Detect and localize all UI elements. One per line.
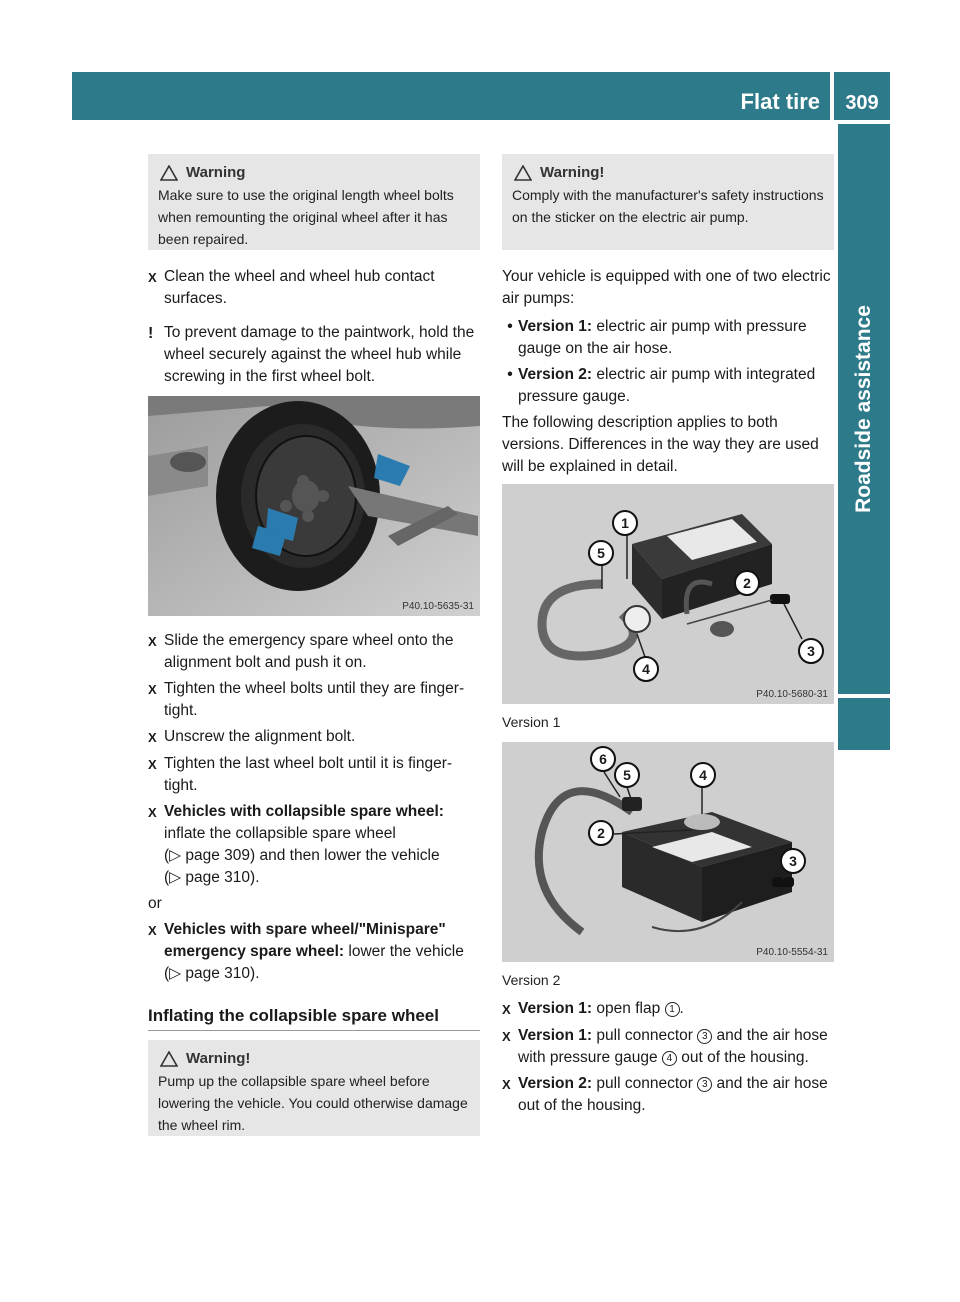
photo-code: P40.10-5554-31: [756, 947, 828, 958]
step-item: X Version 2: pull connector 3 and the air hose out of the housing.: [502, 1073, 834, 1117]
callout-5: 5: [588, 540, 614, 566]
callout-4: 4: [690, 762, 716, 788]
photo-code: P40.10-5635-31: [402, 601, 474, 612]
step-item: X Version 1: open flap 1 .: [502, 998, 834, 1021]
callout-ref: 3: [697, 1029, 712, 1044]
section-rule: [148, 1030, 480, 1031]
warning-title: Warning!: [514, 162, 824, 184]
callout-4: 4: [633, 656, 659, 682]
step-arrow-icon: X: [148, 757, 157, 772]
step-arrow-icon: X: [502, 1077, 511, 1092]
step-item: X Unscrew the alignment bolt.: [148, 726, 480, 749]
step-arrow-icon: X: [148, 634, 157, 649]
photo-pump-version2: [502, 742, 834, 962]
step-arrow-icon: X: [148, 730, 157, 745]
step-arrow-icon: X: [148, 270, 157, 285]
callout-3: 3: [780, 848, 806, 874]
intro-text: Your vehicle is equipped with one of two electric air pumps:: [502, 268, 831, 307]
callout-3: 3: [798, 638, 824, 664]
caution-note: ! To prevent damage to the paintwork, hold the wheel securely against the wheel hub while screwing in the first wheel bolt.: [148, 322, 480, 392]
side-marker: [838, 698, 890, 750]
caption-version2: Version 2: [502, 972, 561, 988]
bullet-item: • Version 1: electric air pump with pressure gauge on the air hose.: [507, 318, 807, 357]
step-arrow-icon: X: [148, 923, 157, 938]
spare-wheel-illustration: [148, 396, 480, 616]
warning-title: Warning: [160, 162, 470, 184]
warning-text: Pump up the collapsible spare wheel before lowering the vehicle. You could otherwise damage the wheel rim.: [158, 1073, 468, 1133]
warning-triangle-icon: [160, 165, 178, 181]
warning-box-bolts: [148, 154, 480, 250]
step-item: X Tighten the wheel bolts until they are finger-tight.: [148, 678, 480, 722]
callout-ref: 3: [697, 1077, 712, 1092]
description-text: The following description applies to both versions. Differences in the way they are used will be explained in detail.: [502, 414, 819, 475]
callout-ref: 1: [665, 1002, 680, 1017]
side-tab-label: Roadside assistance: [852, 305, 875, 513]
warning-triangle-icon: [514, 165, 532, 181]
warning-text: Comply with the manufacturer's safety instructions on the sticker on the electric air pump.: [512, 187, 824, 225]
step-clean: X Clean the wheel and wheel hub contact surfaces.: [148, 266, 480, 314]
warning-box-inflate: [148, 1040, 480, 1136]
step-arrow-icon: X: [502, 1029, 511, 1044]
steps-list: [148, 630, 480, 989]
step-item: X Version 1: pull connector 3 and the air hose with pressure gauge 4 out of the housing.: [502, 1025, 834, 1069]
callout-1: 1: [612, 510, 638, 536]
step-arrow-icon: X: [502, 1002, 511, 1017]
photo-pump-version1: [502, 484, 834, 704]
step-item: X Slide the emergency spare wheel onto the alignment bolt and push it on.: [148, 630, 480, 674]
pump-version1-illustration: [502, 484, 834, 704]
page-title: Flat tire: [740, 89, 820, 114]
callout-2: 2: [734, 570, 760, 596]
callout-ref: 4: [662, 1051, 677, 1066]
side-tab-label-wrap: [838, 124, 890, 694]
step-item-collapsible: X Vehicles with collapsible spare wheel: inflate the collapsible spare wheel (▷ page 309) and then lower the vehicle (▷ page 310).: [148, 801, 480, 889]
warning-title: Warning!: [160, 1048, 470, 1070]
or-text: or: [148, 895, 162, 912]
photo-spare-wheel: [148, 396, 480, 616]
warning-box-pump: [502, 154, 834, 250]
caution-icon: !: [148, 325, 154, 342]
intro-block: [502, 266, 834, 478]
page-number: 309: [834, 72, 890, 120]
section-heading: Inflating the collapsible spare wheel: [148, 1006, 439, 1025]
warning-text: Make sure to use the original length wheel bolts when remounting the original wheel after it has been repaired.: [158, 187, 454, 247]
step-arrow-icon: X: [148, 682, 157, 697]
step-item: X Tighten the last wheel bolt until it is finger-tight.: [148, 753, 480, 797]
step-arrow-icon: X: [148, 805, 157, 820]
callout-6: 6: [590, 746, 616, 772]
photo-code: P40.10-5680-31: [756, 689, 828, 700]
callout-5: 5: [614, 762, 640, 788]
caption-version1: Version 1: [502, 714, 561, 730]
bullet-item: • Version 2: electric air pump with integrated pressure gauge.: [507, 366, 816, 405]
step-item-minispare: X Vehicles with spare wheel/"Minispare" emergency spare wheel: lower the vehicle (▷ page 310).: [148, 919, 480, 985]
callout-2: 2: [588, 820, 614, 846]
warning-triangle-icon: [160, 1051, 178, 1067]
version-steps: [502, 998, 834, 1121]
